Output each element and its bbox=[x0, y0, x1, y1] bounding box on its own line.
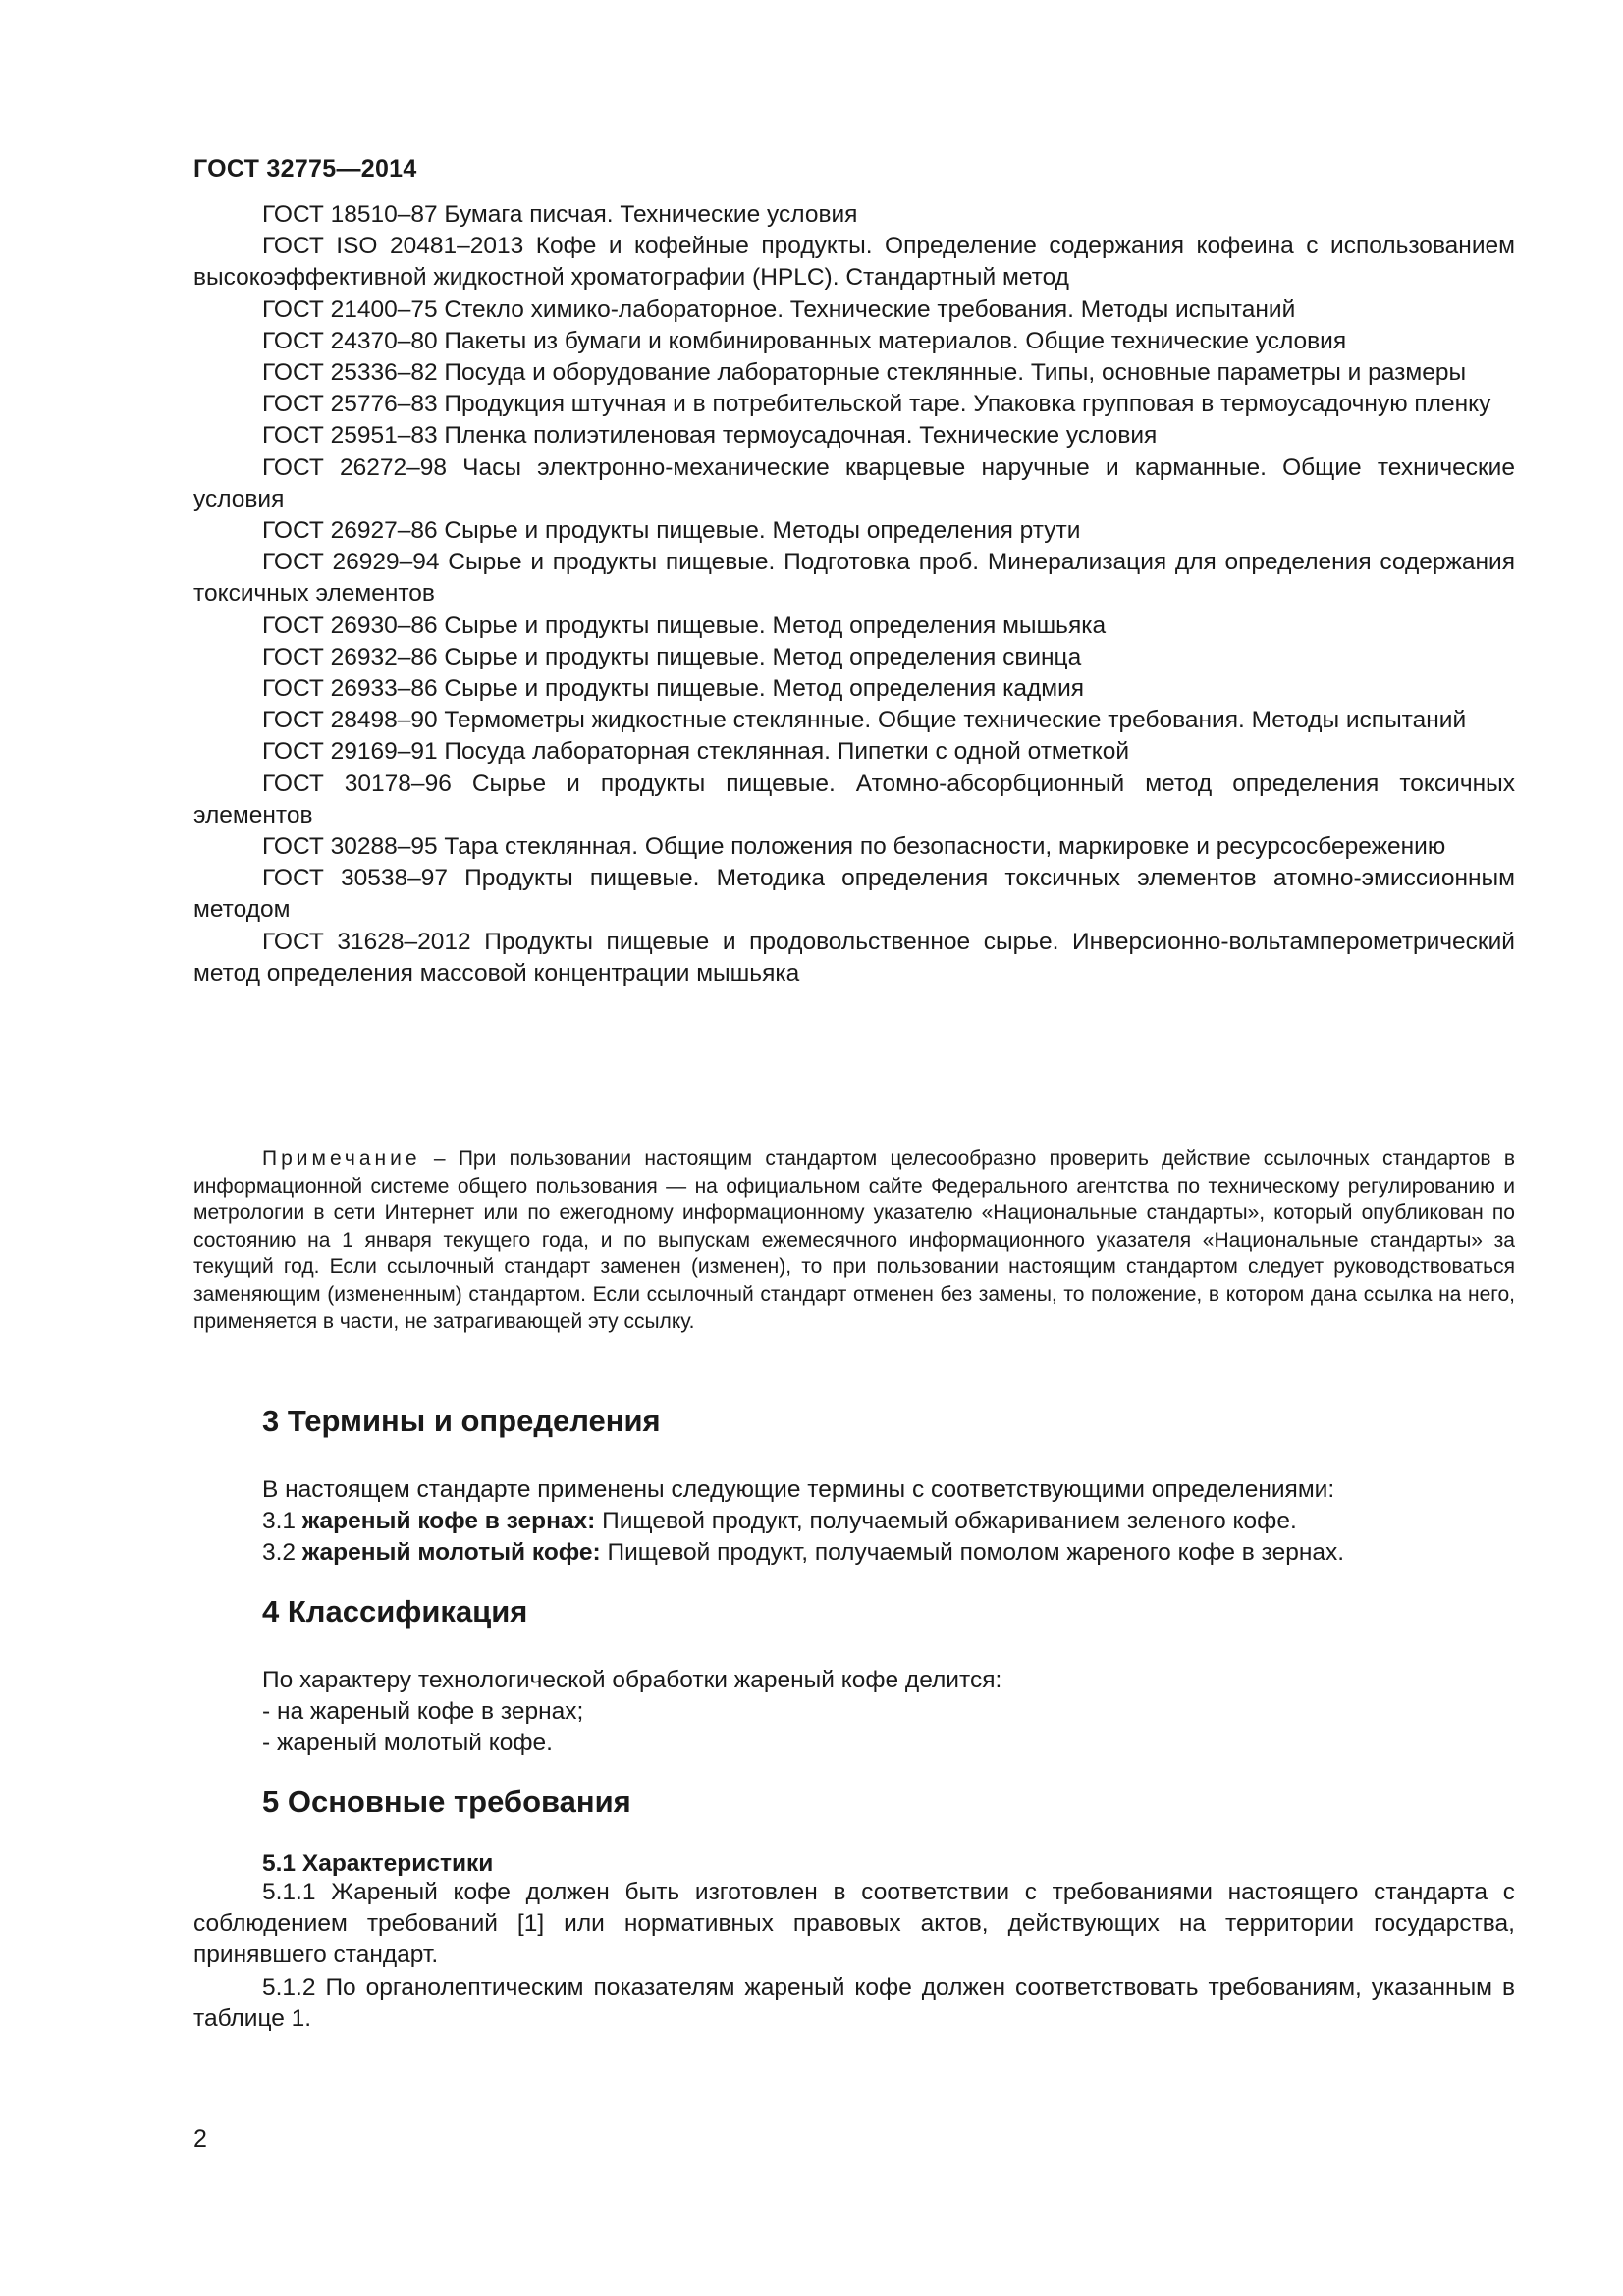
reference-item: ГОСТ 30288–95 Тара стеклянная. Общие положения по безопасности, маркировке и ресурсосбережению bbox=[262, 833, 1446, 861]
classification-item: - жареный молотый кофе. bbox=[262, 1730, 553, 1757]
reference-item: ГОСТ 26929–94 Сырье и продукты пищевые. Подготовка проб. Минерализация для определения содержания токсичных элементов bbox=[193, 549, 1515, 608]
section-3-title: 3 Термины и определения bbox=[262, 1404, 661, 1438]
note-label: Примечание bbox=[262, 1148, 421, 1170]
section-4-body bbox=[262, 1665, 1515, 1760]
references-note bbox=[193, 1146, 1515, 1335]
reference-item: ГОСТ 21400–75 Стекло химико-лабораторное. Технические требования. Методы испытаний bbox=[262, 295, 1296, 323]
reference-item: ГОСТ 26933–86 Сырье и продукты пищевые. Метод определения кадмия bbox=[262, 675, 1085, 703]
paragraph-5-1-1: 5.1.1 Жареный кофе должен быть изготовлен в соответствии с требованиями настоящего стандарта с соблюдением требований [1] или нормативных правовых актов, действующих на территории государства, принявшего стандарт. bbox=[193, 1879, 1515, 1969]
reference-item: ГОСТ 28498–90 Термометры жидкостные стеклянные. Общие технические требования. Методы испытаний bbox=[262, 707, 1467, 734]
note-text: – При пользовании настоящим стандартом целесообразно проверить действие ссылочных стандартов в информационной системе общего пользования — на официальном сайте Федерального агентства по техническому регулированию и метрологии в сети Интернет или по ежегодному информационному указателю «Национальные стандарты», который опубликован по состоянию на 1 января текущего года, и по выпускам ежемесячного информационного указателя «Национальные стандарты» за текущий год. Если ссылочный стандарт заменен (изменен), то при пользовании настоящим стандартом следует руководствоваться заменяющим (измененным) стандартом. Если ссылочный стандарт отменен без замены, то положение, в котором дана ссылка на него, применяется в части, не затрагивающей эту ссылку. bbox=[193, 1148, 1515, 1333]
reference-item: ГОСТ 29169–91 Посуда лабораторная стеклянная. Пипетки с одной отметкой bbox=[262, 738, 1130, 766]
section-3-body bbox=[262, 1474, 1515, 1570]
standard-code-header: ГОСТ 32775—2014 bbox=[193, 155, 417, 183]
reference-item: ГОСТ 31628–2012 Продукты пищевые и продовольственное сырье. Инверсионно-вольтамперометрический метод определения массовой концентрации мышьяка bbox=[193, 928, 1515, 987]
reference-item: ГОСТ 26272–98 Часы электронно-механические кварцевые наручные и карманные. Общие технические условия bbox=[193, 454, 1515, 512]
reference-item: ГОСТ 26927–86 Сырье и продукты пищевые. Методы определения ртути bbox=[262, 517, 1081, 545]
term-name: жареный кофе в зернах: bbox=[301, 1508, 596, 1535]
reference-item: ГОСТ 25776–83 Продукция штучная и в потребительской таре. Упаковка групповая в термоусадочную пленку bbox=[262, 391, 1491, 418]
reference-item: ГОСТ 26932–86 Сырье и продукты пищевые. Метод определения свинца bbox=[262, 643, 1082, 670]
section-4-intro: По характеру технологической обработки жареный кофе делится: bbox=[262, 1667, 1002, 1693]
reference-item: ГОСТ 24370–80 Пакеты из бумаги и комбинированных материалов. Общие технические условия bbox=[262, 327, 1347, 354]
section-4-title: 4 Классификация bbox=[262, 1594, 528, 1629]
section-5-body bbox=[193, 1877, 1515, 2035]
paragraph-5-1-2: 5.1.2 По органолептическим показателям жареный кофе должен соответствовать требованиям, указанным в таблице 1. bbox=[193, 1973, 1515, 2032]
reference-item: ГОСТ 25336–82 Посуда и оборудование лабораторные стеклянные. Типы, основные параметры и размеры bbox=[262, 359, 1467, 387]
classification-item: - на жареный кофе в зернах; bbox=[262, 1698, 584, 1726]
reference-item: ГОСТ ISO 20481–2013 Кофе и кофейные продукты. Определение содержания кофеина с использованием высокоэффективной жидкостной хроматографии (HPLC). Стандартный метод bbox=[193, 233, 1515, 292]
subsection-5-1-title: 5.1 Характеристики bbox=[262, 1850, 494, 1877]
reference-item: ГОСТ 18510–87 Бумага писчая. Технические условия bbox=[262, 201, 858, 228]
normative-references-list bbox=[193, 199, 1515, 989]
term-3-2: 3.2 жареный молотый кофе: Пищевой продукт, получаемый помолом жареного кофе в зернах. bbox=[262, 1539, 1345, 1567]
reference-item: ГОСТ 30538–97 Продукты пищевые. Методика определения токсичных элементов атомно-эмиссионным методом bbox=[193, 865, 1515, 924]
section-5-title: 5 Основные требования bbox=[262, 1785, 631, 1819]
reference-item: ГОСТ 30178–96 Сырье и продукты пищевые. Атомно-абсорбционный метод определения токсичных элементов bbox=[193, 770, 1515, 828]
page-number: 2 bbox=[193, 2125, 207, 2153]
term-3-1: 3.1 жареный кофе в зернах: Пищевой продукт, получаемый обжариванием зеленого кофе. bbox=[262, 1508, 1297, 1535]
term-name: жареный молотый кофе: bbox=[301, 1539, 601, 1567]
reference-item: ГОСТ 25951–83 Пленка полиэтиленовая термоусадочная. Технические условия bbox=[262, 422, 1158, 450]
section-3-intro: В настоящем стандарте применены следующие термины с соответствующими определениями: bbox=[262, 1476, 1335, 1503]
reference-item: ГОСТ 26930–86 Сырье и продукты пищевые. Метод определения мышьяка bbox=[262, 612, 1107, 639]
